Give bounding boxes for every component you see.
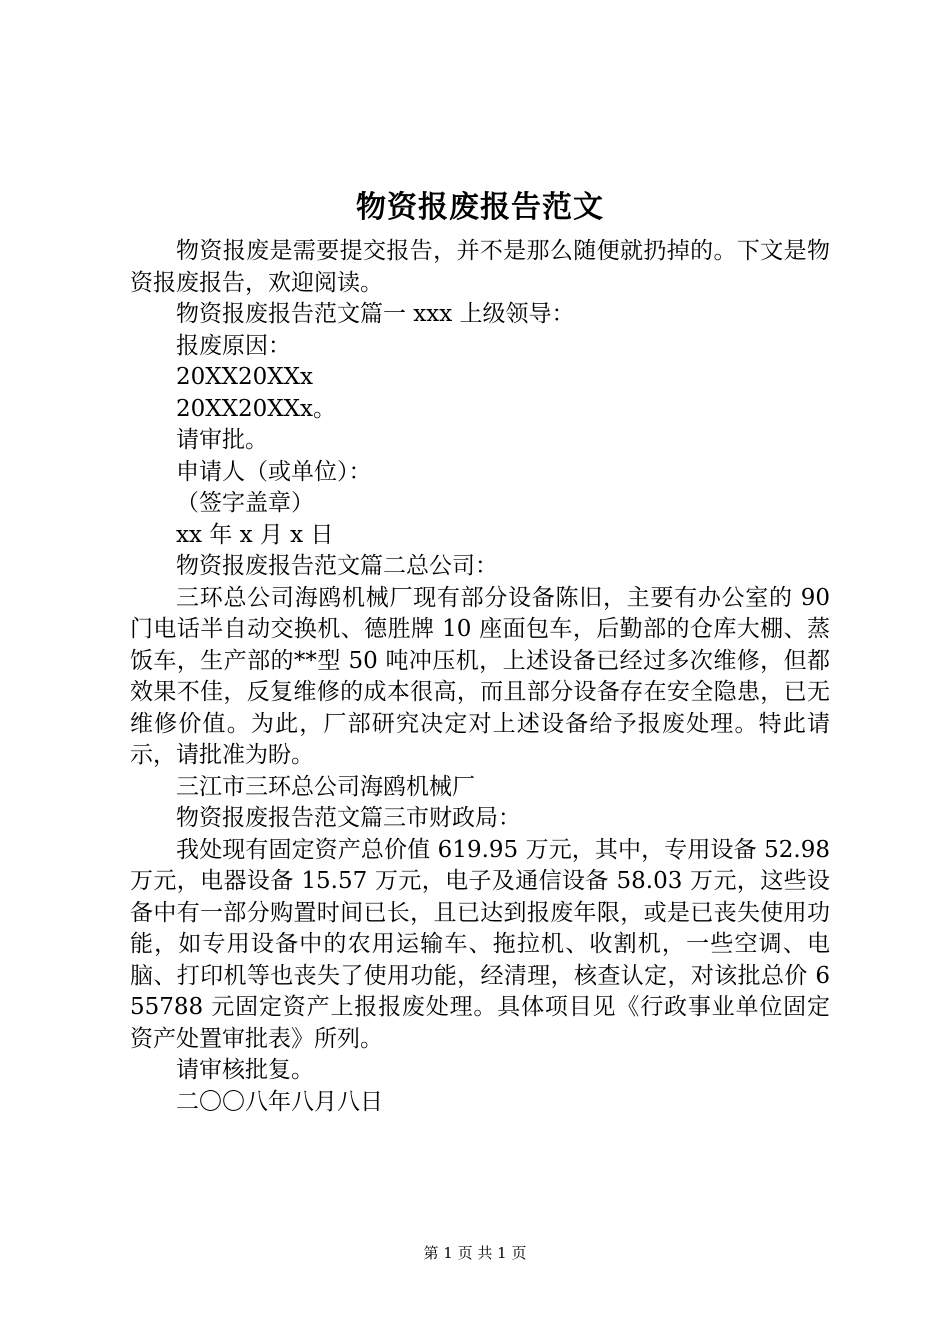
paragraph-sample2-signer: 三江市三环总公司海鸥机械厂 — [176, 773, 475, 800]
paragraph-sample3-heading: 物资报废报告范文篇三市财政局： — [176, 805, 521, 831]
paragraph-reason-line-2: 20XX20XXx。 — [176, 395, 337, 422]
paragraph-signature: （签字盖章） — [176, 490, 314, 516]
paragraph-applicant: 申请人（或单位）： — [176, 458, 372, 485]
paragraph-intro: 物资报废是需要提交报告，并不是那么随便就扔掉的。下文是物资报废报告，欢迎阅读。 — [130, 238, 830, 296]
paragraph-date-placeholder: xx 年 x 月 x 日 — [176, 521, 334, 548]
document-title: 物资报废报告范文 — [356, 190, 604, 225]
paragraph-sample1-heading: 物资报废报告范文篇一 xxx 上级领导： — [176, 301, 575, 327]
paragraph-reason-label: 报废原因： — [176, 332, 291, 359]
page-footer: 第 1 页 共 1 页 — [423, 1244, 527, 1262]
paragraph-reason-line-1: 20XX20XXx — [176, 364, 314, 390]
document-page — [130, 186, 830, 1118]
paragraph-sample3-request: 请审核批复。 — [176, 1057, 314, 1083]
paragraph-sample2-body: 三环总公司海鸥机械厂现有部分设备陈旧，主要有办公室的 90 门电话半自动交换机、德胜牌 10 座面包车，后勤部的仓库大棚、蒸饭车，生产部的**型 50 吨冲压机，上述设备已经过多次维修，但都效果不佳，反复维修的成本很高，而且部分设备存在安全隐患，已无维修价值。为此，厂部研究决定对上述设备给予报废处理。特此请示，请批准为盼。 — [130, 584, 830, 768]
paragraph-request-approval: 请审批。 — [176, 427, 268, 453]
paragraph-sample2-heading: 物资报废报告范文篇二总公司： — [176, 553, 498, 579]
paragraph-sample3-body: 我处现有固定资产总价值 619.95 万元，其中，专用设备 52.98 万元，电器设备 15.57 万元，电子及通信设备 58.03 万元，这些设备中有一部分购置时间已长，且已达到报废年限，或是已丧失使用功能，如专用设备中的农用运输车、拖拉机、收割机，一些空调、电脑、打印机等也丧失了使用功能，经清理，核查认定，对该批总价 655788 元固定资产上报报废处理。具体项目见《行政事业单位固定资产处置审批表》所列。 — [130, 836, 830, 1052]
paragraph-sample3-date: 二〇〇八年八月八日 — [176, 1088, 383, 1115]
